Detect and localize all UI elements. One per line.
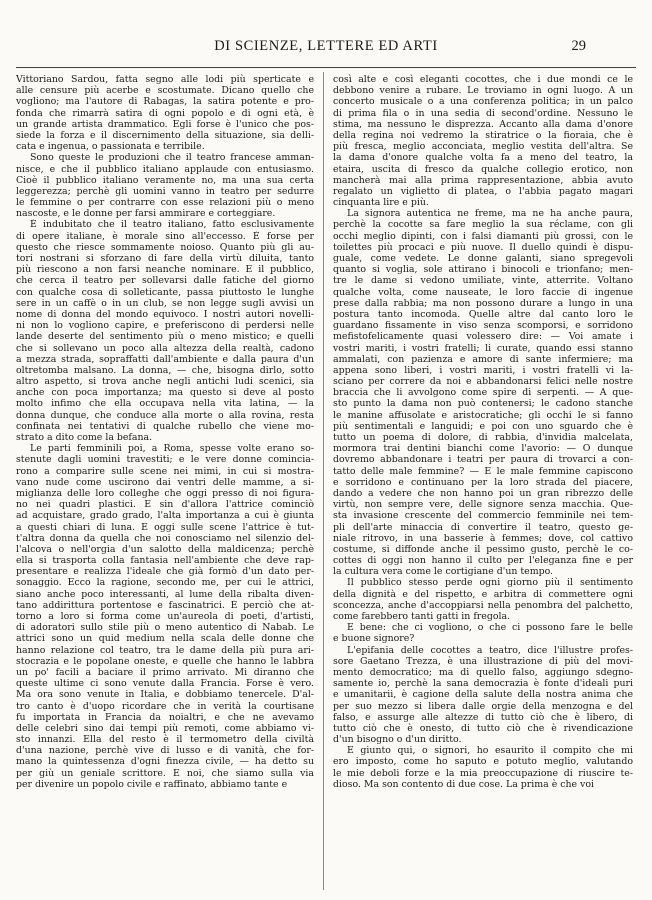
text-line: la dama d'onore qualche volta fa a meno del teatro, la <box>333 152 633 164</box>
text-line: hanno relazione col teatro, tra le dame della più pura ari- <box>16 644 314 656</box>
text-line: della dignità e del rispetto, e arbitra di commettere ogni <box>333 588 633 600</box>
text-line: di prima fila o in una sedia di second'ordine. Nessuno le <box>333 107 633 119</box>
text-line: e sorridono e continuano per la loro strada del piacere, <box>333 476 633 488</box>
text-line: ella si trasporta colla fantasia nell'ambiente che deve rap- <box>16 555 314 567</box>
text-line: siano anche poco interessanti, al lume della ribalta diven- <box>16 588 314 600</box>
text-line: guale, come vedete. Le donne galanti, siano spregevoli <box>333 253 633 264</box>
text-line: più fresca, meglio acconciata, meglio vestita dell'altra. Se <box>333 141 633 153</box>
text-line: con qualche cosa di solleticante, passa piuttosto le lunghe <box>16 286 314 298</box>
text-line: postura tanto incomoda. Quelle altre dal canto loro le <box>333 308 633 320</box>
text-line: alle censure più acerbe e scostumate. Dicano quello che <box>16 85 314 97</box>
text-line: mancherà mai alla prima rappresentazione, abbia avuto <box>333 174 633 186</box>
text-line: Il pubblico stesso perde ogni giorno più il sentimento <box>347 577 633 589</box>
column-divider <box>323 72 324 890</box>
text-line: strato a dito come la befana. <box>16 432 153 443</box>
text-line: stima, ma nessuno le disprezza. Accanto alla dama d'onore <box>333 118 633 130</box>
text-line: concerto musicale o a una conferenza politica; in un palco <box>333 96 633 108</box>
text-line: come farebbero tanti gatti in fregola. <box>333 611 511 622</box>
text-line: questo che riesce sommamente noioso. Quanto più gli au- <box>16 241 314 253</box>
text-line: per giù un geniale scrittore. E noi, che siamo sulla via <box>16 767 314 779</box>
text-line: fonda che rimarrà satira di ogni popolo e di ogni età, è <box>16 107 314 119</box>
text-line: toilettes più procaci e più nuove. Il duello quindi è dispu- <box>333 241 633 253</box>
text-line: Le parti femminili poi, a Roma, spesse volte erano so- <box>30 443 314 455</box>
text-line: di adoratori sullo stile più o meno autentico di Nabab. Le <box>16 622 314 634</box>
page-number: 29 <box>571 38 586 54</box>
text-line: oltretomba malsano. La donna, — che, bisogna dirlo, sotto <box>16 364 314 376</box>
text-line: nisce, e che il pubblico italiano applaude con entusiasmo. <box>16 163 314 175</box>
text-line: miglianza delle loro colleghe che oggi presso di noi figura- <box>16 487 314 499</box>
text-line: per suo mezzo si libera dalle orgie della menzogna e del <box>333 700 633 712</box>
text-line: E giunto qui, o signori, ho esaurito il compito che mi <box>347 745 633 757</box>
text-line: quanto si voglia, sole attirano i binocoli e trionfano; men- <box>333 264 633 276</box>
text-line: mefistofelicamente quasi volessero dire: — Voi amate i <box>333 331 633 343</box>
text-line: etaira, uscita di fresco da qualche collegio erotico, non <box>333 163 633 175</box>
text-line: falso, e assurge alle altezze di tutto ciò che è libero, di <box>333 711 633 723</box>
text-line: rono a comparire sulle scene nei mimi, in cui si mostra- <box>16 465 314 477</box>
text-line: guardano fissamente in viso senza scomporsi, e sorridono <box>333 320 633 332</box>
text-line: a mezza strada, sopraffatti dall'ambiente e dalla paura d'un <box>16 353 314 365</box>
text-line: e umanitarii, è cagione della salute della nostra anima che <box>333 689 633 701</box>
text-line: vogliono; ma l'autore di Rabagas, la satira potente e pro- <box>16 96 314 108</box>
text-line: che si sollevano un poco alla altezza della realtà, cadono <box>16 342 314 354</box>
text-line: le mie deboli forze e la mia preoccupazione di riuscire te- <box>333 767 633 779</box>
text-line: ero imposto, come ho saputo e potuto meglio, valutando <box>333 756 633 768</box>
text-line: attrici sono un quid medium nella scala delle donne che <box>16 633 314 645</box>
text-line: tre le dame si vedono umiliate, vinte, atterrite. Voltano <box>333 275 633 287</box>
text-line: sciano per correre da noi e abbandonarsi felici nelle nostre <box>333 376 633 388</box>
text-line: ammalati, con pazienza e amore di sante infermiere; ma <box>333 353 633 365</box>
text-line: tutto ciò che è onesto, di tutto ciò che è rivendicazione <box>333 722 633 734</box>
text-line: La signora autentica ne freme, ma ne ha anche paura, <box>347 208 633 220</box>
text-line: sonaggio. Ecco la ragione, secondo me, per cui le attrici, <box>16 577 314 589</box>
text-line: leggerezza; perchè gli uomini vanno in teatro per sedurre <box>16 185 314 197</box>
text-line: di opere italiane, è morale sino all'eccesso. È forse per <box>16 230 314 242</box>
text-line: costume, si diffonde anche il pessimo gusto, perchè le co- <box>333 543 633 555</box>
text-line: samente io, perchè la sana democrazia è fonte d'ideali puri <box>333 678 633 690</box>
text-line: delle celebri sino dai tempi più remoti, come abbiamo vi- <box>16 722 314 734</box>
text-line: appena sono liberi, i vostri mariti, i vostri fratelli vi la- <box>333 364 633 376</box>
text-line: nascoste, e le donne per farsi ammirare e corteggiare. <box>16 208 276 220</box>
text-line: più sentimentali e languidi; e poi con uno sguardo che è <box>333 420 633 432</box>
text-line: lande deserte del sentimento più o meno mistico; e quelli <box>16 331 314 343</box>
text-line: tori nostrani si sforzano di fare della virtù diluita, tanto <box>16 253 314 264</box>
text-line: d'un bisogno o d'un diritto. <box>333 734 462 746</box>
text-line: un grande artista drammatico. Egli forse è l'unico che pos- <box>16 118 314 130</box>
text-line: confinata nei tentativi di qualche rubello che viene mo- <box>16 420 314 432</box>
text-line: Vittoriano Sardou, fatta segno alle lodi più sperticate e <box>16 74 314 85</box>
text-line: che cerca il teatro per sollevarsi dalle fatiche del giorno <box>16 275 314 287</box>
text-line: L'epifania delle cocottes a teatro, dice l'illustre profes- <box>347 644 633 656</box>
text-line: occhi meglio dipinti, con i falsi diamanti più grossi, con le <box>333 230 633 242</box>
text-line: dovremo abbandonare i teatri per paura di trovarci a con- <box>333 454 633 466</box>
text-line: mormora trai dentini bianchi come l'avorio: — O dunque <box>333 443 633 455</box>
text-line: mano la quintessenza d'ogni finezza civile, — ha detto su <box>16 756 314 768</box>
text-line: l'alcova o nell'orgia d'un salotto della maldicenza; perchè <box>16 543 314 555</box>
text-line: per divenire un popolo civile e raffinato, abbiamo tante e <box>16 778 288 790</box>
text-line: della regina noi vedremo la stiratrice o la fioraia, che è <box>333 129 633 141</box>
text-line: E bene: che ci vogliono, o che ci possono fare le belle <box>347 622 633 634</box>
text-line: così alte e così eleganti cocottes, che i due mondi ce le <box>333 74 633 85</box>
text-line: la cultura vera come le cortigiane d'un tempo. <box>333 566 554 578</box>
text-line: un po' facili a baciare il primo arrivato. Mi diranno che <box>16 666 314 678</box>
text-line: vostri mariti, i vostri fratelli; li curate, quando essi stanno <box>333 342 633 354</box>
text-line: stocrazia e le popolane oneste, e quelle che hanno le labbra <box>16 655 314 667</box>
text-line: donna dunque, che conduce alla morte o alla rovina, resta <box>16 409 314 421</box>
text-line: sore Gaetano Trezza, è una illustrazione di più del movi- <box>333 655 633 667</box>
text-line: cata e ingenua, o passionata e terribile. <box>16 141 205 153</box>
text-line: cottes di oggi non hanno il culto per l'eleganza fine e per <box>333 555 633 567</box>
text-line: anche con poca importanza; ma questo si deve al posto <box>16 387 314 399</box>
text-line: t'altra donna da quella che noi conosciamo nel silenzio del- <box>16 532 314 544</box>
running-title: DI SCIENZE, LETTERE ED ARTI <box>214 38 438 54</box>
text-line: Cioè il pubblico italiano veramente no, ma una sua certa <box>16 174 314 186</box>
header-rule <box>16 67 636 68</box>
text-line: pli dell'arte minaccia di convertire il teatro, questo ge- <box>333 521 633 533</box>
text-line: stenute dagli uomini travestiti; e le vere donne comincia- <box>16 454 314 466</box>
text-line: prese dalla rabbia; ma non possono durare a lungo in una <box>333 297 633 309</box>
text-line: cinquanta lire e più. <box>333 197 429 209</box>
text-line: più riescono a non farsi neanche nominare. E il pubblico, <box>16 264 314 276</box>
text-line: Sono queste le produzioni che il teatro francese amman- <box>30 152 314 164</box>
text-line: È indubitato che il teatro italiano, fatto esclusivamente <box>30 219 314 231</box>
text-line: ni non lo vogliono capire, e preferiscono di perdersi nelle <box>16 320 314 332</box>
text-line: queste ultime ci sono venute dalla Francia. Forse è vero. <box>16 678 314 690</box>
text-line: dando a vedere che non hanno poi un gran ribrezzo delle <box>333 487 633 499</box>
right-column <box>333 74 633 790</box>
text-line: dioso. Ma son contento di due cose. La prima è che voi <box>333 778 594 790</box>
text-line: e buone signore? <box>333 633 415 645</box>
text-line: siede la forza e il discernimento della situazione, sia delli- <box>16 129 314 141</box>
text-line: sto punto la dama non può contenersi; le cadono stanche <box>333 398 633 410</box>
text-line: tatto delle male femmine? — E le male femmine capiscono <box>333 465 633 477</box>
text-line: braccia che li avvolgono come spire di serpenti. — A que- <box>333 387 633 399</box>
text-line: debbono venire a rubare. Le troviamo in ogni luogo. A un <box>333 85 633 97</box>
left-column <box>16 74 314 790</box>
text-line: a questi chiari di luna. E oggi sulle scene l'attrice è tut- <box>16 521 314 533</box>
text-line: tano addirittura portentose e fascinatrici. È perciò che at- <box>16 599 314 611</box>
text-line: le femmine o per contrarre con esse relazioni più o meno <box>16 197 314 209</box>
text-line: fu importata in Francia da noialtri, e che ne avevamo <box>16 711 314 723</box>
text-line: sconcezza, anche d'accoppiarsi nella penombra del palchetto, <box>333 599 633 611</box>
text-line: sto innanzi. Ella del resto è il termometro della civiltà <box>16 734 314 746</box>
text-line: niale ritrovo, in una basserie à femmes; dove, col cattivo <box>333 532 633 544</box>
running-header <box>0 38 652 62</box>
text-line: sere in un caffè o in un club, se non legge sugli avvisi un <box>16 297 314 309</box>
text-line: sta invasione crescente del commercio femminile nei tem- <box>333 510 633 522</box>
text-line: perchè la cocotte sa fare meglio la sua réclame, con gli <box>333 219 633 231</box>
text-line: tro canto è d'uopo ricordare che in verità la courtisane <box>16 700 314 712</box>
text-line: le manine affusolate e aristocratiche; gli occhi le si fanno <box>333 409 633 421</box>
text-line: mento democratico; ma di quello falso, aggiungo sdegno- <box>333 666 633 678</box>
text-line: altro aspetto, si trova anche negli antichi ludi scenici, sia <box>16 376 314 388</box>
text-line: torno a loro si forma come un'aureola di poeti, d'artisti, <box>16 611 314 622</box>
text-line: presentare e realizza l'ideale che già formò d'un dato per- <box>16 566 314 578</box>
text-line: no nei quadri plastici. E sin d'allora l'attrice cominciò <box>16 499 314 511</box>
text-line: regalato un viglietto di platea, o l'abbia pagato magari <box>333 185 633 197</box>
text-line: tutto un poema di dolore, di rabbia, d'invidia malcelata, <box>333 432 633 443</box>
text-line: vano nude come uscirono dai ventri delle mamme, a si- <box>16 476 314 488</box>
text-line: molto infimo che ella occupava nella vita latina, — la <box>16 398 314 410</box>
text-line: virtù, non sempre vere, delle signore senza macchia. Que- <box>333 499 633 511</box>
text-line: nome di donna del mondo equivoco. I nostri autori novelli- <box>16 308 314 320</box>
text-line: qualche volta, come nauseate, le loro faccie di ingenue <box>333 286 633 298</box>
text-line: ad acquistare, grado grado, l'alta importanza a cui è giunta <box>16 510 314 522</box>
text-line: d'una nazione, perchè vive di lusso e di vanità, che for- <box>16 745 314 757</box>
text-line: Ma ora sono venute in Italia, e dobbiamo tenercele. D'al- <box>16 689 314 701</box>
